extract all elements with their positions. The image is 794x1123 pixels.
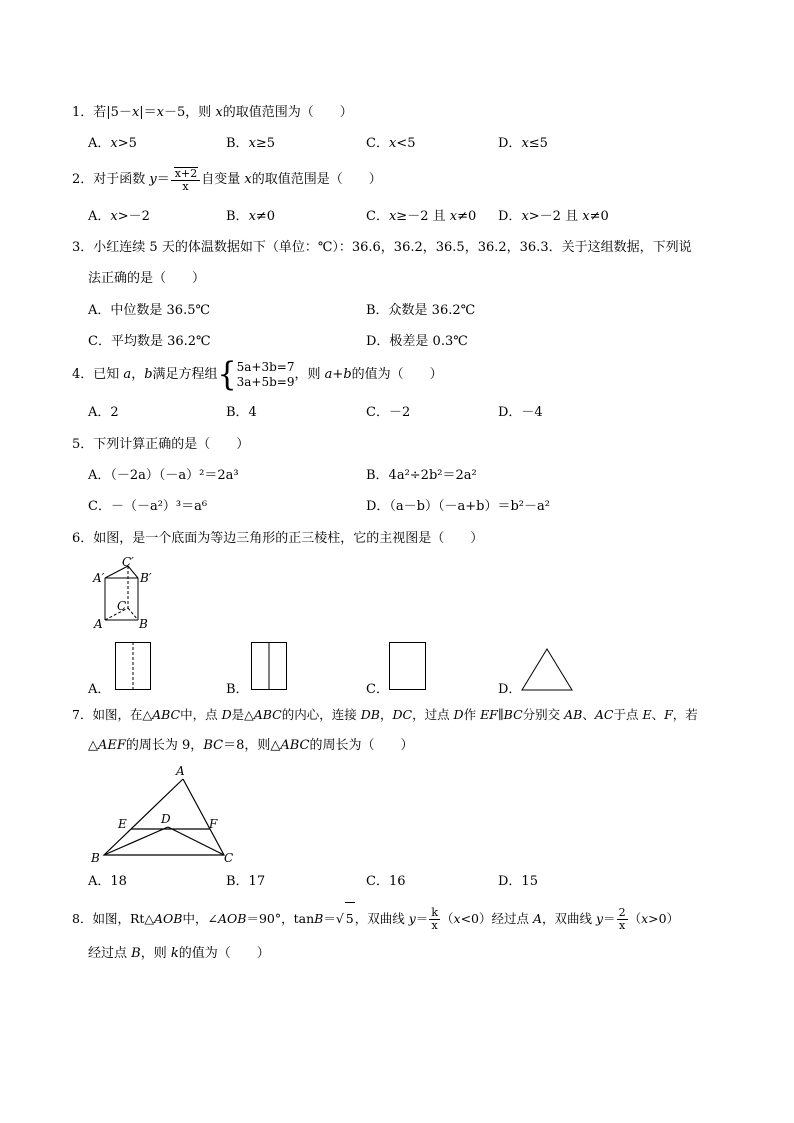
label-c: C bbox=[224, 851, 234, 865]
q4-option-a[interactable]: A．2 bbox=[88, 405, 119, 420]
q4-option-b[interactable]: B．4 bbox=[226, 405, 257, 420]
q7-option-d[interactable]: D．15 bbox=[498, 874, 538, 889]
q2-option-b[interactable]: B．x≠0 bbox=[226, 209, 276, 224]
label-e: E bbox=[118, 817, 127, 831]
q7-stem-line1: 7．如图，在△ABC中，点 D是△ABC的内心，连接 DB，DC，过点 D作 EF∥BC分别交 AB、AC于点 E、F，若 bbox=[72, 707, 698, 722]
triangle-figure bbox=[88, 762, 248, 868]
q3-option-a[interactable]: A．中位数是 36.5℃ bbox=[88, 303, 211, 318]
system-brace: { bbox=[217, 354, 237, 394]
q5-option-c[interactable]: C．－（－a²）³＝a⁶ bbox=[88, 499, 208, 514]
q1-option-b[interactable]: B．x≥5 bbox=[226, 136, 276, 151]
q3-stem-line1: 3．小红连续 5 天的体温数据如下（单位：℃）：36.6，36.2，36.5，36.2，36.3．关于这组数据，下列说 bbox=[72, 240, 692, 255]
q5-option-d[interactable]: D．（a－b）（－a+b）＝b²－a² bbox=[366, 499, 550, 514]
q1-option-c[interactable]: C．x<5 bbox=[366, 136, 416, 151]
label-a-prime: A′ bbox=[93, 571, 105, 585]
q4-option-d[interactable]: D．－4 bbox=[498, 405, 543, 420]
q2-option-d[interactable]: D．x>－2 且 x≠0 bbox=[498, 209, 609, 224]
q5-option-b[interactable]: B．4a²÷2b²＝2a² bbox=[366, 468, 477, 483]
label-b: B bbox=[91, 851, 100, 865]
label-a: A bbox=[94, 617, 103, 631]
q7-option-c[interactable]: C．16 bbox=[366, 874, 406, 889]
q7-option-b[interactable]: B．17 bbox=[226, 874, 266, 889]
q1-stem: 1．若|5－x|＝x－5，则 x的取值范围为（ ） bbox=[72, 105, 353, 120]
q8-stem-line1: 8．如图，Rt△AOB中，∠AOB＝90°，tanB＝√ 5，双曲线 y＝ $\frac{k}{x}$ （x<0）经过点 A，双曲线 y＝ $\frac{2}{x}$ （x>0） bbox=[72, 902, 679, 935]
equation-system: 5a+3b=7 3a+5b=9 bbox=[236, 359, 295, 389]
q2-option-a[interactable]: A．x>－2 bbox=[88, 209, 150, 224]
q6-option-a-figure bbox=[115, 642, 151, 690]
q3-option-c[interactable]: C．平均数是 36.2℃ bbox=[88, 334, 211, 349]
q2-fraction: $\frac{x+2}{x}$ bbox=[171, 167, 200, 193]
label-c: C bbox=[117, 599, 127, 613]
q1-option-a[interactable]: A．x>5 bbox=[88, 136, 137, 151]
label-f: F bbox=[209, 817, 218, 831]
label-b-prime: B′ bbox=[140, 571, 152, 585]
q6-option-b[interactable]: B． bbox=[226, 682, 249, 697]
q6-option-d[interactable]: D． bbox=[498, 682, 522, 697]
q5-option-a[interactable]: A．（－2a）（－a）²＝2a³ bbox=[88, 468, 239, 483]
q6-stem: 6．如图，是一个底面为等边三角形的正三棱柱，它的主视图是（ ） bbox=[72, 531, 484, 546]
q2-stem: 2．对于函数 y＝ $\frac{x+2}{x}$ 自变量 x的取值范围是（ ） bbox=[72, 166, 382, 193]
q1-option-d[interactable]: D．x≤5 bbox=[498, 136, 548, 151]
q6-option-a[interactable]: A． bbox=[88, 682, 111, 697]
q6-option-c[interactable]: C． bbox=[366, 682, 389, 697]
q4-stem: 4．已知 a，b满足方程组{ 5a+3b=7 3a+5b=9 ，则 a+b的值为（ ） bbox=[72, 354, 443, 394]
q7-option-a[interactable]: A．18 bbox=[88, 874, 127, 889]
q6-option-b-figure bbox=[251, 642, 287, 690]
q2-option-c[interactable]: C．x≥－2 且 x≠0 bbox=[366, 209, 477, 224]
q8-stem-line2: 经过点 B，则 k的值为（ ） bbox=[88, 946, 270, 961]
q7-stem-line2: △AEF的周长为 9，BC＝8，则△ABC的周长为（ ） bbox=[88, 738, 414, 753]
q3-option-b[interactable]: B．众数是 36.2℃ bbox=[366, 303, 476, 318]
q4-option-c[interactable]: C．－2 bbox=[366, 405, 411, 420]
q6-option-c-figure bbox=[389, 642, 426, 690]
label-c-prime: C′ bbox=[122, 555, 134, 569]
label-a: A bbox=[176, 764, 185, 778]
two-over-x-fraction: $\frac{2}{x}$ bbox=[618, 906, 626, 932]
q5-stem: 5．下列计算正确的是（ ） bbox=[72, 437, 250, 452]
q6-option-d-figure bbox=[521, 648, 573, 692]
label-d: D bbox=[161, 812, 171, 826]
q3-option-d[interactable]: D．极差是 0.3℃ bbox=[366, 334, 468, 349]
prism-figure bbox=[90, 555, 160, 634]
label-b: B bbox=[139, 617, 148, 631]
q3-stem-line2: 法正确的是（ ） bbox=[88, 271, 206, 286]
k-over-x-fraction: $\frac{k}{x}$ bbox=[431, 906, 438, 932]
